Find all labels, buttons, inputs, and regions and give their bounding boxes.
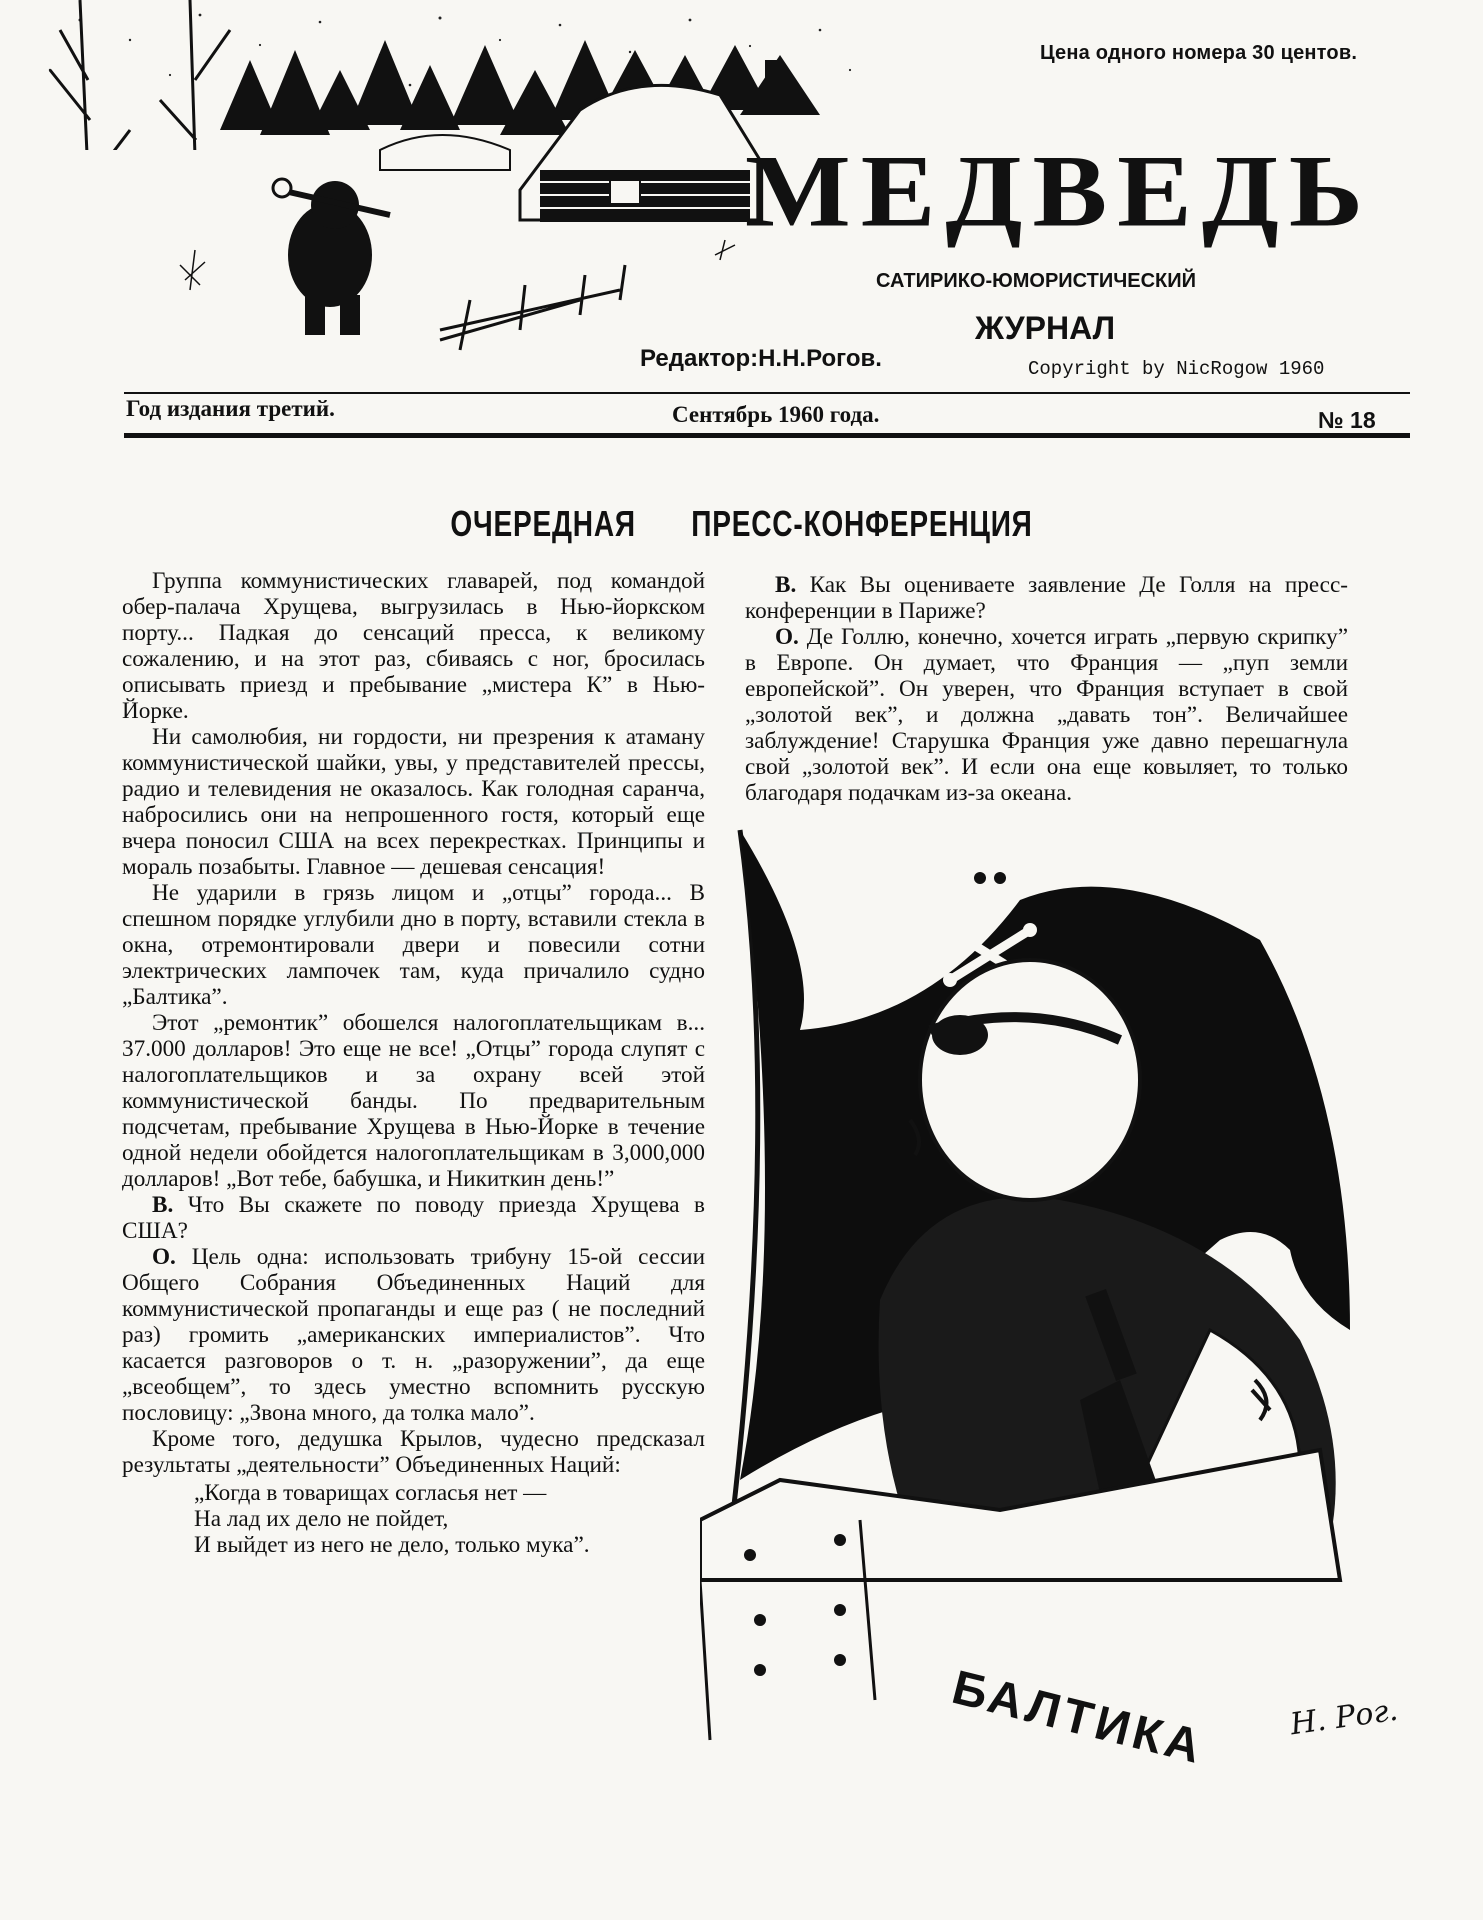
magazine-subtitle: САТИРИКО-ЮМОРИСТИЧЕСКИЙ [876,270,1197,292]
paragraph: Ни самолюбия, ни гордости, ни презрения к атаману коммунистической шайки, увы, у представителей прессы, радио и телевидения не оказалось. Как голодная саранча, набросились они на непрошенного гостя, который еще вчера поносил США на всех перекрестках. Принципы и мораль позабыты. Главное — дешевая сенсация! [122,724,705,880]
question [745,572,1348,624]
magazine-type: ЖУРНАЛ [975,310,1116,346]
paragraph: Этот „ремонтик” обошелся налогоплательщикам в... 37.000 долларов! Это еще не все! „Отцы” города слупят с налогоплательщиков и за охрану всей этой коммунистической банды. По предварительным подсчетам, пребывание Хрущева в Нью-Йорке в течение одной недели обойдется налогоплательщикам в 3,000,000 долларов! „Вот тебе, бабушка, и Никиткин день!” [122,1010,705,1192]
top-rule [124,392,1410,394]
price-note: Цена одного номера 30 центов. [1040,42,1358,64]
question-text: Как Вы оцениваете заявление Де Голля на пресс-конференции в Париже? [745,572,1348,624]
cartoon-illustration [700,820,1460,1820]
answer-text: Цель одна: использовать трибуну 15-ой сессии Общего Собрания Объединенных Наций для коммунистической пропаганды и еще раз ( не последний раз) громить „американских империалистов”. Что касается разговоров о т. н. „разоружении”, да еще „всеобщем”, то здесь уместно вспомнить русскую пословицу: „Звона много, да толка мало”. [122,1244,705,1426]
answer [122,1244,705,1426]
artist-signature: Н. Рог. [1288,1692,1401,1743]
article-left-column [122,568,705,1558]
article-right-column [745,572,1348,806]
publication-year: Год издания третий. [126,396,335,421]
paragraph: Группа коммунистических главарей, под командой обер-палача Хрущева, выгрузилась в Нью-йоркском порту... Падкая до сенсаций пресса, к великому сожалению, и на этот раз, сбиваясь с ног, бросилась описывать приезд и пребывание „мистера К” в Нью-Йорке. [122,568,705,724]
paragraph: Не ударили в грязь лицом и „отцы” города... В спешном порядке углубили дно в порту, вставили стекла в окна, отремонтировали двери и повесили сотни электрических лампочек там, куда причалило судно „Балтика”. [122,880,705,1010]
article-headline: ОЧЕРЕДНАЯ ПРЕСС-КОНФЕРЕНЦИЯ [450,503,1033,544]
poem-quote [194,1480,705,1558]
issue-date: Сентябрь 1960 года. [672,402,880,427]
poem-line: На лад их дело не пойдет, [194,1506,449,1532]
question-text: Что Вы скажете по поводу приезда Хрущева в США? [122,1192,705,1244]
issue-number: № 18 [1318,407,1376,433]
question-label: В. [775,572,797,598]
answer-label: О. [152,1244,176,1270]
question-label: В. [152,1192,174,1218]
answer-label: О. [775,624,799,650]
poem-line: И выйдет из него не дело, только мука”. [194,1532,590,1558]
paragraph: Кроме того, дедушка Крылов, чудесно предсказал результаты „деятельности” Объединенных Наций: [122,1426,705,1478]
bottom-rule [124,433,1410,438]
poem-line: „Когда в товарищах согласья нет — [194,1480,547,1506]
answer [745,624,1348,806]
question [122,1192,705,1244]
editor-line: Редактор:Н.Н.Рогов. [640,345,882,372]
magazine-title: МЕДВЕДЬ [745,134,1373,249]
ship-name: БАЛТИКА [946,1660,1210,1775]
answer-text: Де Голлю, конечно, хочется играть „первую скрипку” в Европе. Он думает, что Франция — „пуп земли европейской”. Он уверен, что Франция вступает в свой „золотой век”, и должна „давать тон”. Величайшее заблуждение! Старушка Франция уже давно перешагнула свой „золотой век”. И если она еще ковыляет, то только благодаря подачкам из-за океана. [745,624,1349,806]
copyright-line: Copyright by NicRogow 1960 [1028,358,1325,380]
